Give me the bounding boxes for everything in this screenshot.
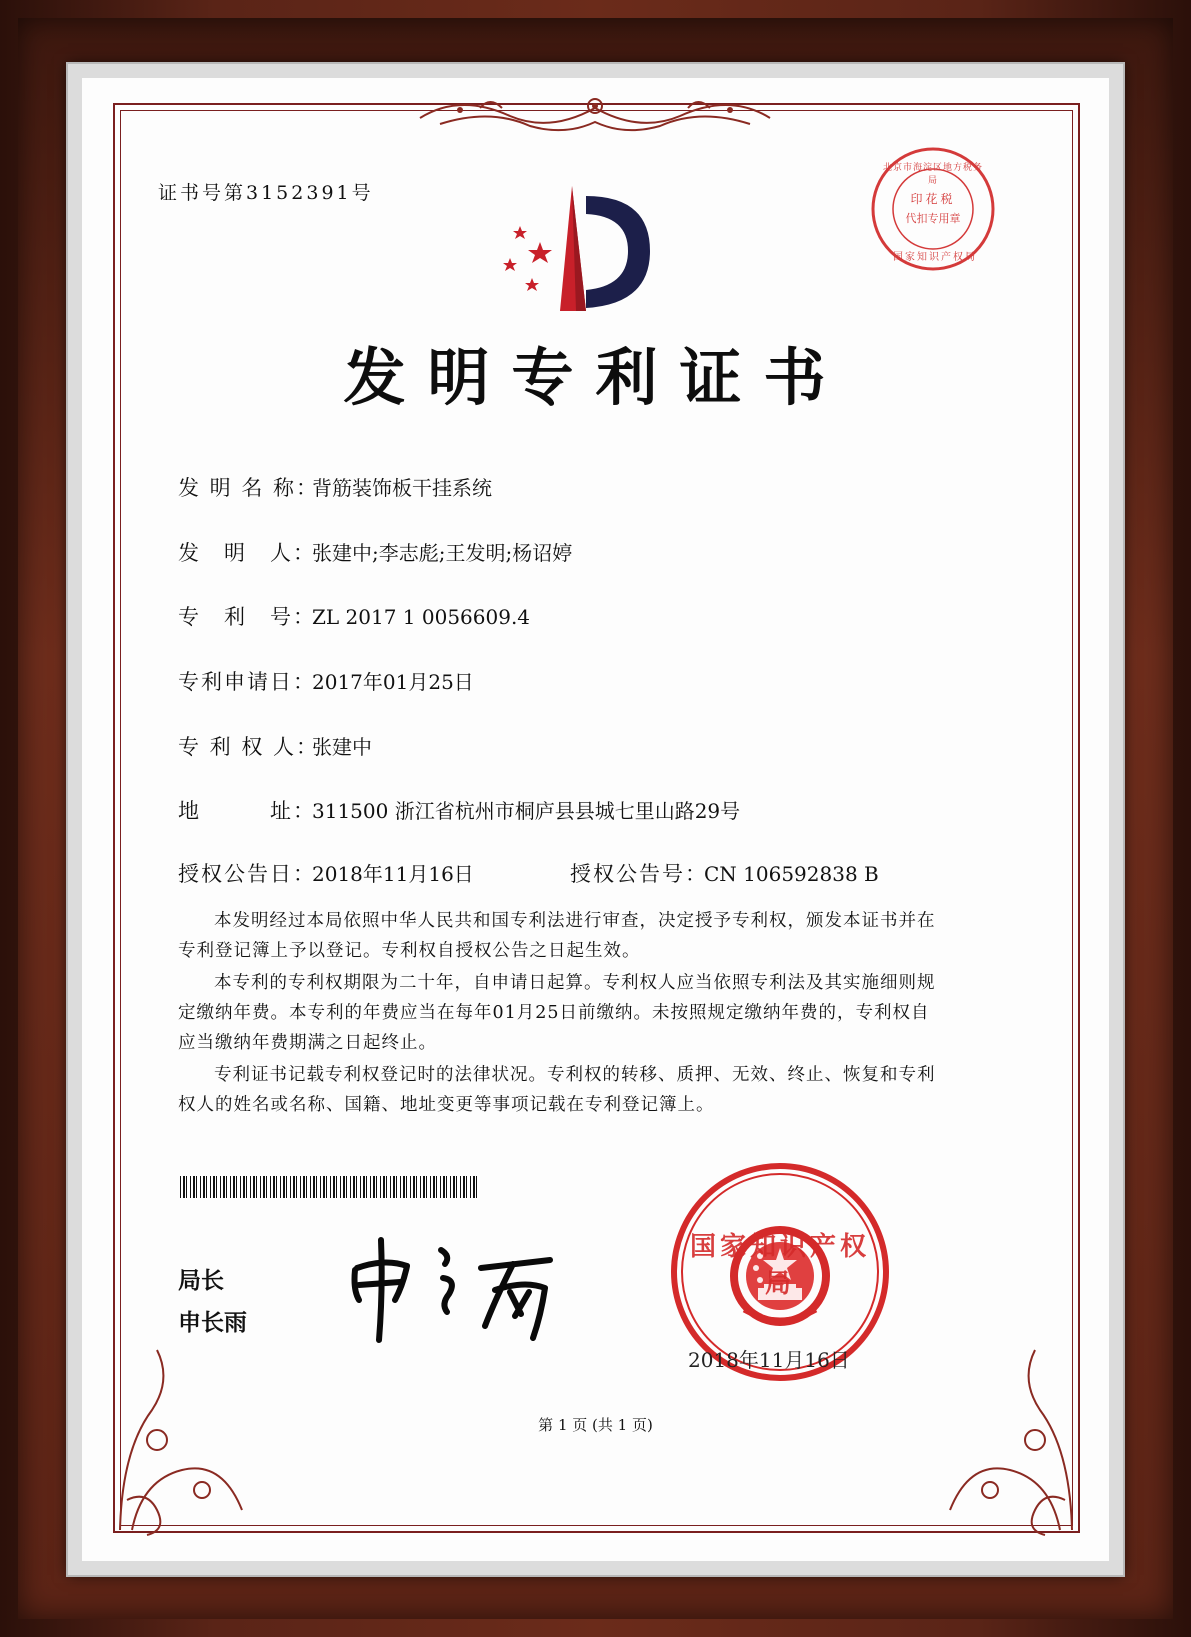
- field-label: 授权公告号：: [570, 862, 708, 886]
- field-invention-name: [178, 472, 492, 502]
- field-value: 2018年11月16日: [312, 862, 474, 886]
- tax-stamp-inner-line1: 印花税: [910, 192, 956, 206]
- field-value: 2017年01月25日: [312, 670, 474, 694]
- field-label: 发 明 名 称：: [178, 476, 320, 500]
- corner-ornament-bottom-left-icon: [112, 1330, 252, 1540]
- top-ornament-icon: [400, 88, 790, 136]
- field-application-date: [178, 666, 474, 696]
- field-value: 背筋装饰板干挂系统: [312, 476, 492, 500]
- field-label: 地 址：: [178, 799, 316, 823]
- field-label: 授权公告日：: [178, 862, 316, 886]
- certificate-title: 发明专利证书: [343, 341, 848, 414]
- paragraph-grant: 本发明经过本局依照中华人民共和国专利法进行审查，决定授予专利权，颁发本证书并在专利登记簿上予以登记。专利权自授权公告之日起生效。: [178, 911, 936, 961]
- tax-stamp-inner-line2: 代扣专用章: [905, 212, 961, 225]
- field-value: CN 106592838 B: [704, 862, 879, 886]
- field-grant-date: [178, 858, 474, 888]
- page-footer: 第 1 页 (共 1 页): [538, 1416, 653, 1434]
- field-address: [178, 795, 740, 825]
- field-label: 专 利 权 人：: [178, 735, 320, 759]
- field-inventors: [178, 537, 572, 567]
- director-title: 局长: [178, 1268, 224, 1294]
- field-label: 专 利 号：: [178, 605, 316, 629]
- barcode: [180, 1176, 480, 1198]
- corner-ornament-bottom-right-icon: [940, 1330, 1080, 1540]
- field-publication-number: [570, 858, 879, 888]
- field-label: 专利申请日：: [178, 670, 316, 694]
- field-patent-number: [178, 601, 530, 631]
- tax-stamp-bottom-text: 国家知识产权局: [893, 252, 977, 263]
- field-value: 张建中: [312, 735, 372, 759]
- tax-stamp-outer-text: 北京市海淀区地方税务局: [882, 163, 983, 186]
- field-label: 发 明 人：: [178, 541, 316, 565]
- paragraph-legal-status: 专利证书记载专利权登记时的法律状况。专利权的转移、质押、无效、终止、恢复和专利权人的姓名或名称、国籍、地址变更等事项记载在专利登记簿上。: [178, 1065, 936, 1115]
- seal-text: 国家知识产权局: [690, 1232, 871, 1299]
- director-name: 申长雨: [178, 1310, 247, 1336]
- field-patentee: [178, 731, 372, 761]
- field-value: ZL 2017 1 0056609.4: [312, 605, 531, 629]
- field-value: 311500 浙江省杭州市桐庐县县城七里山路29号: [312, 799, 741, 823]
- seal-date: 2018年11月16日: [688, 1348, 850, 1372]
- signature-icon: [345, 1230, 585, 1350]
- patent-logo-icon: [490, 186, 660, 316]
- certificate-number: 证书号第3152391号: [158, 182, 374, 204]
- paragraph-term: 本专利的专利权期限为二十年，自申请日起算。专利权人应当依照专利法及其实施细则规定缴纳年费。本专利的年费应当在每年01月25日前缴纳。未按照规定缴纳年费的，专利权自应当缴纳年费期满之日起终止。: [178, 973, 936, 1053]
- field-value: 张建中;李志彪;王发明;杨诏婷: [312, 541, 573, 565]
